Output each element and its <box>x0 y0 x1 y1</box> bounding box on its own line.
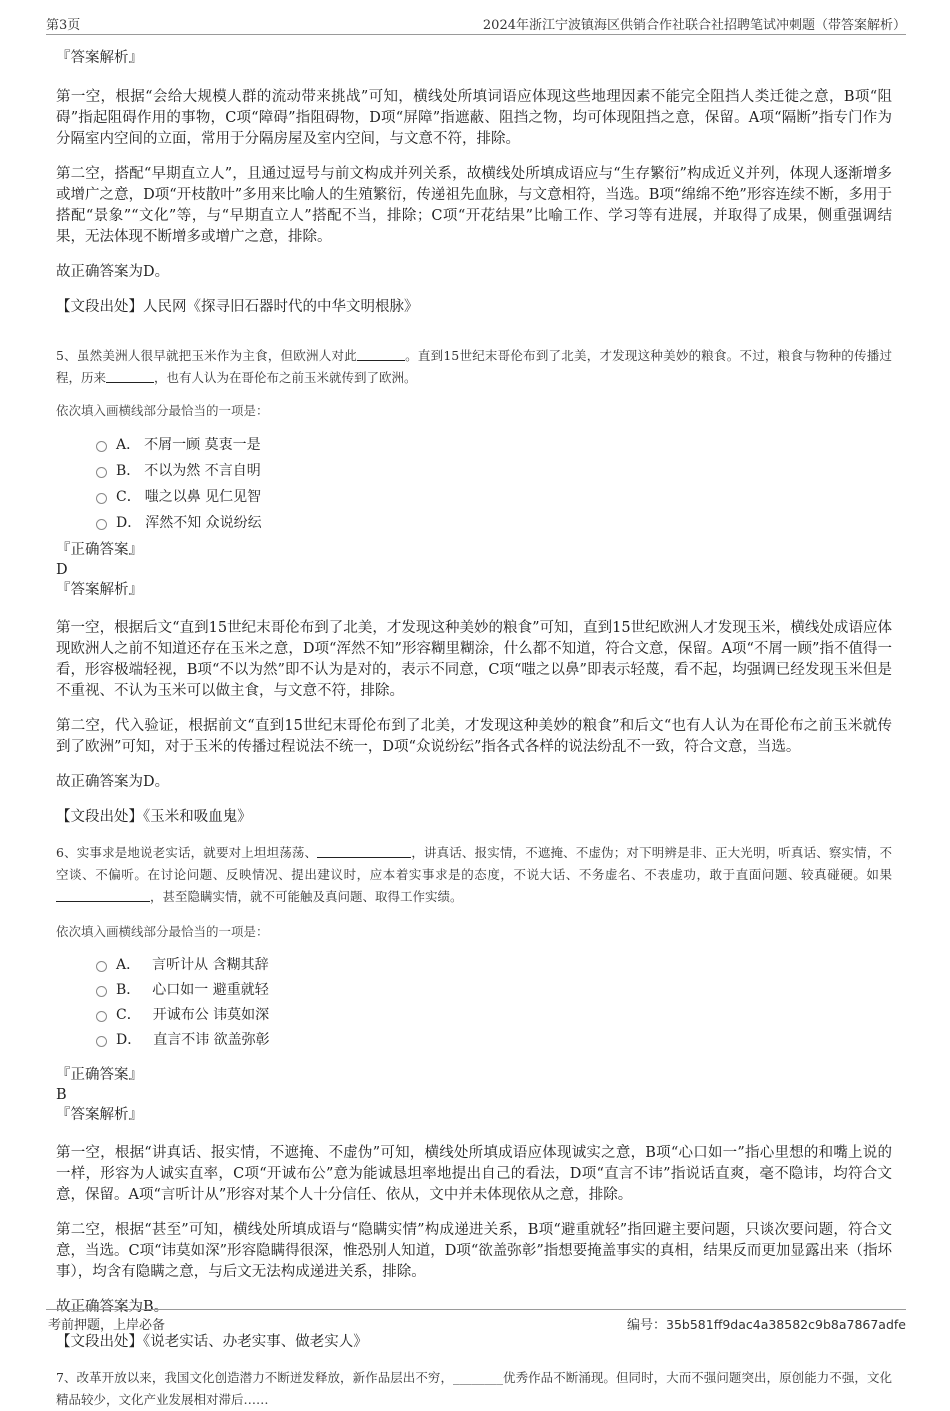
option-c[interactable]: C． 开诚布公 讳莫如深 <box>96 1003 892 1028</box>
correct-answer: B <box>56 1087 67 1103</box>
page-number: 第3页 <box>46 18 81 33</box>
analysis-label: 『答案解析』 <box>56 1107 143 1123</box>
analysis-label: 『答案解析』 <box>56 582 143 598</box>
fill-blank <box>106 368 154 383</box>
fill-blank <box>56 887 150 902</box>
question-stem: 6、实事求是地说老实话，就要对上坦坦荡荡、 ，讲真话、报实情，不遮掩、不虚伪；对下明辨是非、正大光明，听真话、察实情，不空谈、不偏听。在讨论问题、反映情况、提出建议时，应本着实事求是的态度，不说大话、不务虚名、不表虚功，敢于直面问题、较真碰硬。如果，甚至隐瞒实情，就不可能触及真问题、取得工作实绩。 <box>56 845 892 904</box>
conclusion: 故正确答案为D。 <box>56 264 170 280</box>
option-a[interactable]: A． 不屑一顾 莫衷一是 <box>96 432 892 458</box>
radio-icon[interactable] <box>96 986 107 997</box>
document-title: 2024年浙江宁波镇海区供销合作社联合社招聘笔试冲刺题（带答案解析） <box>482 18 906 33</box>
radio-icon[interactable] <box>96 961 107 972</box>
option-c[interactable]: C． 嗤之以鼻 见仁见智 <box>96 484 892 510</box>
radio-icon[interactable] <box>96 1036 107 1047</box>
conclusion: 故正确答案为D。 <box>56 774 170 790</box>
option-d[interactable]: D． 浑然不知 众说纷纭 <box>96 510 892 536</box>
radio-icon[interactable] <box>96 519 107 530</box>
analysis-label: 『答案解析』 <box>56 50 143 66</box>
correct-answer-label: 『正确答案』 <box>56 1067 143 1083</box>
analysis-paragraph: 第一空，根据后文“直到15世纪末哥伦布到了北美，才发现这种美妙的粮食”可知，直到15世纪欧洲人才发现玉米，横线处成语应体现欧洲人之前不知道还存在玉米之意，D项“浑然不知”形容糊里糊涂，什么都不知道，符合文意，保留。A项“不屑一顾”指不值得一看，形容极端轻视，B项“不以为然”即不认为是对的，表示不同意，C项“嗤之以鼻”即表示轻蔑，看不起，均强调已经发现玉米但是不重视、不认为玉米可以做主食，与文意不符，排除。 <box>56 620 892 699</box>
fill-blank <box>357 346 405 361</box>
option-list <box>96 432 892 536</box>
option-d[interactable]: D． 直言不讳 欲盖弥彰 <box>96 1028 892 1053</box>
page-header <box>46 12 906 35</box>
analysis-paragraph: 第二空，搭配“早期直立人”，且通过逗号与前文构成并列关系，故横线处所填成语应与“生存繁衍”构成近义并列，体现人逐渐增多或增广之意，D项“开枝散叶”多用来比喻人的生殖繁衍，传递祖先血脉，与文意相符，当选。B项“绵绵不绝”形容连续不断，多用于搭配“景象”“文化”等，与“早期直立人”搭配不当，排除；C项“开花结果”比喻工作、学习等有进展，并取得了成果，侧重强调结果，无法体现不断增多或增广之意，排除。 <box>56 166 892 245</box>
radio-icon[interactable] <box>96 441 107 452</box>
radio-icon[interactable] <box>96 1011 107 1022</box>
question-7-partial: 7、改革开放以来，我国文化创造潜力不断迸发释放，新作品层出不穷，________优秀作品不断涌现。但同时，大而不强问题突出，原创能力不强，文化精品较少，文化产业发展相对滞后…… <box>56 1370 892 1407</box>
analysis-paragraph: 第一空，根据“会给大规模人群的流动带来挑战”可知，横线处所填词语应体现这些地理因素不能完全阻挡人类迁徙之意，B项“阻碍”指起阻碍作用的事物，C项“障碍”指阻碍物，D项“屏障”指遮蔽、阻挡之物，均可体现阻挡之意，保留。A项“隔断”指专门作为分隔室内空间的立面，常用于分隔房屋及室内空间，与文意不符，排除。 <box>56 89 892 147</box>
question-6 <box>56 842 892 1353</box>
footer-slogan: 考前押题，上岸必备 <box>48 1318 166 1333</box>
source-citation: 【文段出处】《玉米和吸血鬼》 <box>56 809 252 825</box>
correct-answer: D <box>56 562 68 578</box>
fill-blank <box>317 843 411 858</box>
analysis-paragraph: 第二空，代入验证，根据前文“直到15世纪末哥伦布到了北美，才发现这种美妙的粮食”和后文“也有人认为在哥伦布之前玉米就传到了欧洲”可知，对于玉米的传播过程说法不统一，D项“众说纷纭”指各式各样的说法纷乱不一致，符合文意，当选。 <box>56 718 892 755</box>
document-body <box>56 40 892 1407</box>
radio-icon[interactable] <box>96 493 107 504</box>
question-instruction: 依次填入画横线部分最恰当的一项是： <box>56 403 269 418</box>
question-instruction: 依次填入画横线部分最恰当的一项是： <box>56 924 269 939</box>
correct-answer-label: 『正确答案』 <box>56 542 143 558</box>
conclusion: 故正确答案为B。 <box>56 1299 169 1315</box>
analysis-paragraph: 第一空，根据“讲真话、报实情，不遮掩、不虚伪”可知，横线处所填成语应体现诚实之意，B项“心口如一”指心里想的和嘴上说的一样，形容为人诚实直率，C项“开诚布公”意为能诚恳坦率地提出自己的看法，D项“直言不讳”指说话直爽，毫不隐讳，均符合文意，保留。A项“言听计从”形容对某个人十分信任、依从，文中并未体现依从之意，排除。 <box>56 1145 892 1203</box>
document-id: 编号：35b581ff9dac4a38582c9b8a7867adfe <box>627 1317 906 1333</box>
source-citation: 【文段出处】《说老实话、办老实事、做老实人》 <box>56 1334 368 1350</box>
source-citation: 【文段出处】人民网《探寻旧石器时代的中华文明根脉》 <box>56 299 419 315</box>
radio-icon[interactable] <box>96 467 107 478</box>
option-a[interactable]: A． 言听计从 含糊其辞 <box>96 953 892 978</box>
option-list <box>96 953 892 1053</box>
option-b[interactable]: B． 心口如一 避重就轻 <box>96 978 892 1003</box>
question-5 <box>56 345 892 828</box>
question-4-analysis <box>56 48 892 318</box>
question-stem: 5、虽然美洲人很早就把玉米作为主食，但欧洲人对此 。直到15世纪末哥伦布到了北美，才发现这种美妙的粮食。不过，粮食与物种的传播过程，历来 ，也有人认为在哥伦布之前玉米就传到了欧洲。 <box>56 348 892 385</box>
page-footer <box>46 1309 906 1334</box>
option-b[interactable]: B． 不以为然 不言自明 <box>96 458 892 484</box>
analysis-paragraph: 第二空，根据“甚至”可知，横线处所填成语与“隐瞒实情”构成递进关系，B项“避重就轻”指回避主要问题，只谈次要问题，符合文意，当选。C项“讳莫如深”形容隐瞒得很深，惟恐别人知道，D项“欲盖弥彰”指想要掩盖事实的真相，结果反而更加显露出来（指坏事），均含有隐瞒之意，与后文无法构成递进关系，排除。 <box>56 1222 892 1280</box>
